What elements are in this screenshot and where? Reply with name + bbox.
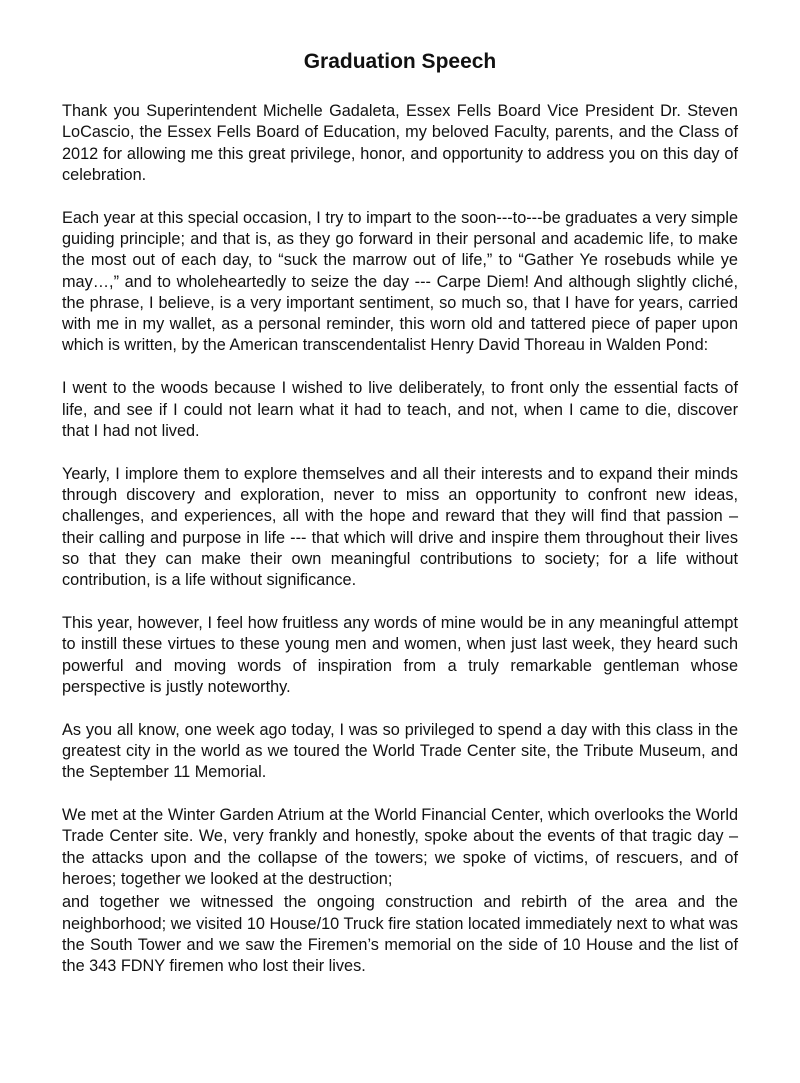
paragraph-exploration: Yearly, I implore them to explore themselves and all their interests and to expand their minds through discovery and exploration, never to miss an opportunity to confront new ideas, challenges, and experiences, all with the hope and reward that they will find that passion – their calling and purpose in life --- that which will drive and inspire them throughout their lives so that they can make their own meaningful contributions to society; for a life without contribution, is a life without significance. bbox=[62, 464, 738, 590]
paragraph-winter-garden: We met at the Winter Garden Atrium at the World Financial Center, which overlooks the World Trade Center site. We, very frankly and honestly, spoke about the events of that tragic day – the attacks upon and the collapse of the towers; we spoke of victims, of rescuers, and of heroes; together we looked at the destruction; bbox=[62, 806, 738, 888]
paragraph-fire-station: and together we witnessed the ongoing construction and rebirth of the area and the neighborhood; we visited 10 House/10 Truck fire station located immediately next to what was the South Tower and we saw the Firemen’s memorial on the side of 10 House and the list of the 343 FDNY firemen who lost their lives. bbox=[62, 893, 738, 976]
paragraph-thoreau-quote: I went to the woods because I wished to live deliberately, to front only the essential facts of life, and see if I could not learn what it had to teach, and not, when I came to die, discover that I had not lived. bbox=[62, 379, 738, 440]
document-page bbox=[62, 50, 738, 999]
paragraph-this-year: This year, however, I feel how fruitless any words of mine would be in any meaningful attempt to instill these virtues to these young men and women, when just last week, they heard such powerful and moving words of inspiration from a truly remarkable gentleman whose perspective is justly noteworthy. bbox=[62, 613, 738, 696]
paragraph-guiding-principle: Each year at this special occasion, I try to impart to the soon---to---be graduates a very simple guiding principle; and that is, as they go forward in their personal and academic life, to make the most out of each day, to “suck the marrow out of life,” to “Gather Ye rosebuds while ye may…,” and to wholeheartedly to seize the day --- Carpe Diem! And although slightly cliché, the phrase, I believe, is a very important sentiment, so much so, that I have for years, carried with me in my wallet, as a personal reminder, this worn old and tattered piece of paper upon which is written, by the American transcendentalist Henry David Thoreau in Walden Pond: bbox=[62, 208, 738, 355]
paragraph-trip: As you all know, one week ago today, I was so privileged to spend a day with this class in the greatest city in the world as we toured the World Trade Center site, the Tribute Museum, and the September 11 Memorial. bbox=[62, 720, 738, 782]
paragraph-acknowledgements: Thank you Superintendent Michelle Gadaleta, Essex Fells Board Vice President Dr. Steven LoCascio, the Essex Fells Board of Education, my beloved Faculty, parents, and the Class of 2012 for allowing me this great privilege, honor, and opportunity to address you on this day of celebration. bbox=[62, 102, 738, 184]
document-title: Graduation Speech bbox=[303, 50, 497, 73]
